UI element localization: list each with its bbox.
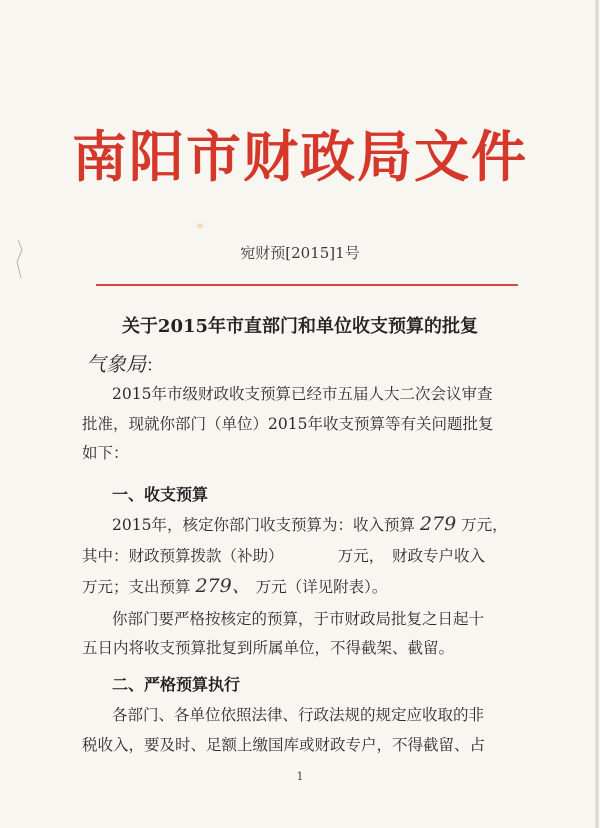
addressee-colon: ： <box>146 356 163 376</box>
income-budget-handwritten: 279 <box>419 513 457 535</box>
budget-line-3 <box>82 574 522 600</box>
section-1-para-line-2: 五日内将收支预算批复到所属单位，不得截架、截留。 <box>82 639 455 657</box>
intro-line-1: 2015年市级财政收支预算已经市五届人大二次会议审查 <box>112 385 493 403</box>
budget-line-1-prefix: 2015年，核定你部门收支预算为：收入预算 <box>112 516 415 534</box>
intro-line-3: 如下： <box>82 444 129 462</box>
section-2-line-2: 税收入，要及时、足额上缴国库或财政专户，不得截留、占 <box>82 736 486 754</box>
red-divider <box>96 284 518 286</box>
expense-budget-handwritten: 279、 <box>195 575 251 597</box>
intro-line-2: 批准，现就你部门（单位）2015年收支预算等有关问题批复 <box>82 415 494 433</box>
budget-line-3-prefix: 万元；支出预算 <box>82 578 191 596</box>
budget-line-3-suffix: 万元（详见附表）。 <box>255 578 388 596</box>
section-2-heading: 二、严格预算执行 <box>112 675 241 694</box>
budget-line-1 <box>112 512 552 538</box>
budget-line-2: 其中：财政预算拨款（补助） 万元， 财政专户收入 <box>82 547 486 565</box>
page-number: 1 <box>296 770 304 783</box>
document-title: 关于2015年市直部门和单位收支预算的批复 <box>121 316 479 337</box>
budget-line-1-suffix: 万元， <box>461 516 508 534</box>
section-1-para-line-1: 你部门要严格按核定的预算，于市财政局批复之日起十 <box>112 610 485 628</box>
addressee <box>86 348 163 377</box>
document-number: 宛财预[2015]1号 <box>240 244 360 262</box>
letterhead-title: 南阳市财政局文件 <box>71 124 528 189</box>
section-2-line-1: 各部门、各单位依照法律、行政法规的规定应收取的非 <box>112 706 485 724</box>
section-1-heading: 一、收支预算 <box>112 485 209 504</box>
addressee-name: 气象局 <box>86 352 146 376</box>
